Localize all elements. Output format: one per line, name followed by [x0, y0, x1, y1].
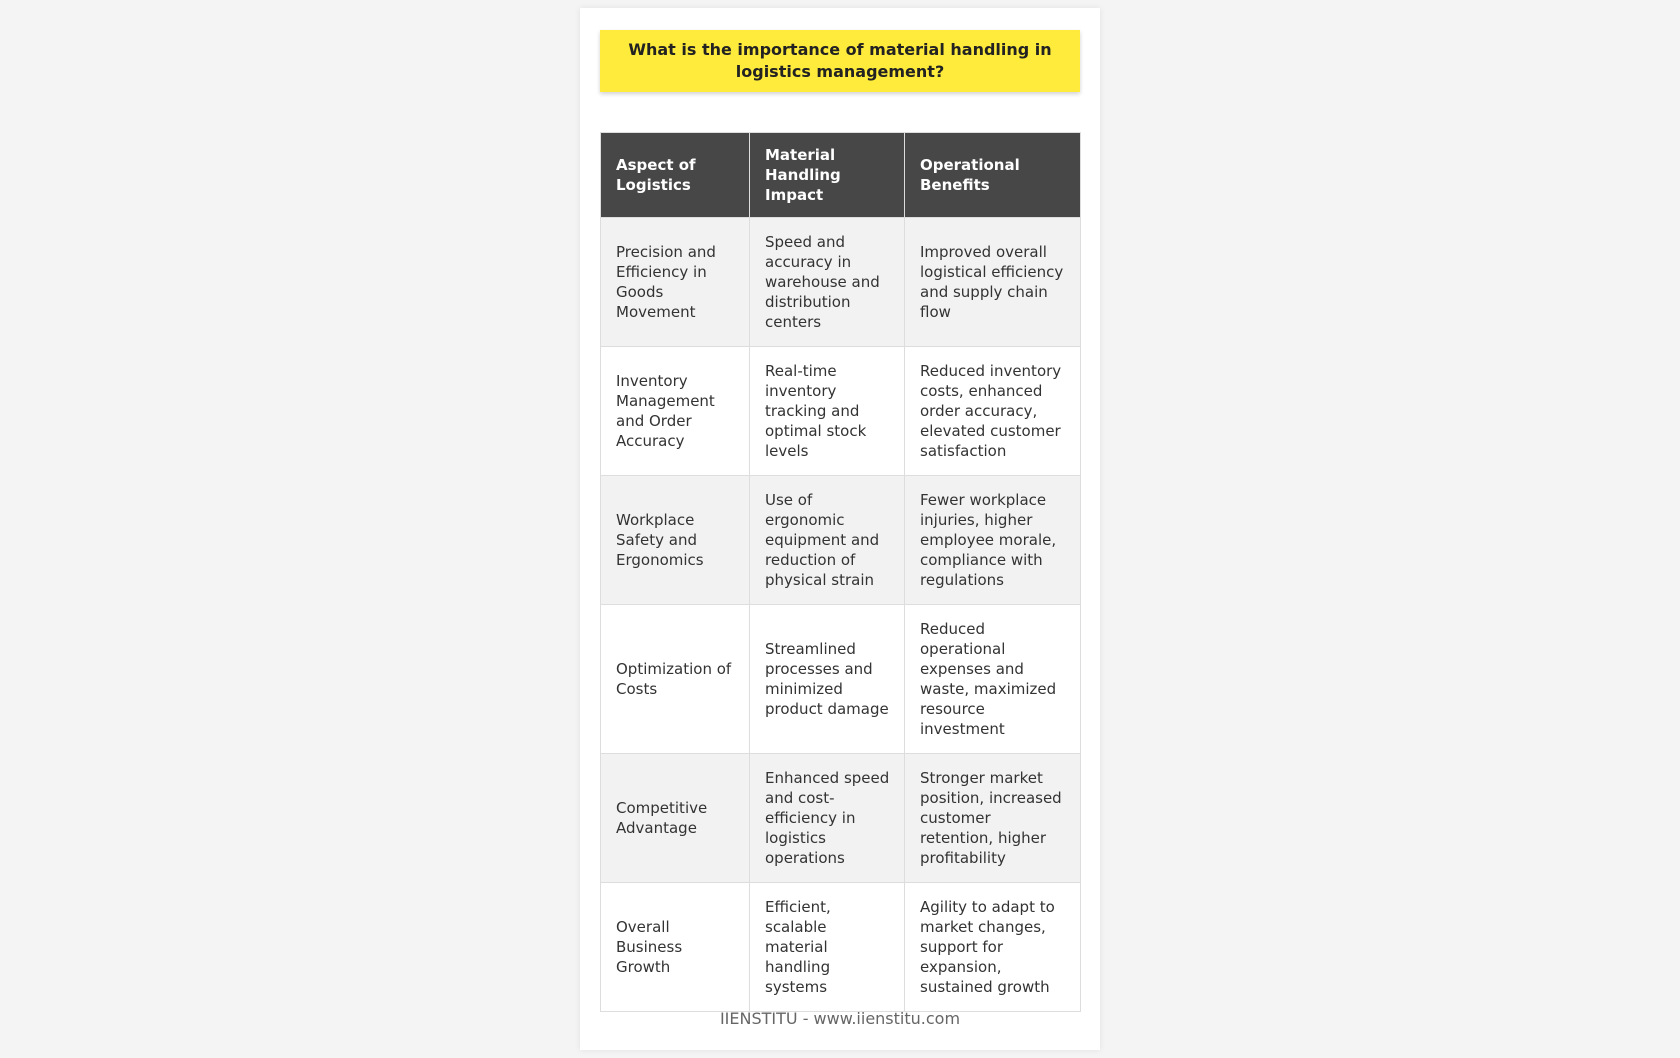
- table-row: [601, 883, 1081, 1012]
- table-header-row: [601, 133, 1081, 218]
- header-impact: Material Handling Impact: [750, 133, 905, 218]
- cell-impact: Streamlined processes and minimized product damage: [750, 605, 905, 754]
- table-row: [601, 218, 1081, 347]
- table-row: [601, 754, 1081, 883]
- header-benefits: Operational Benefits: [905, 133, 1081, 218]
- table-row: [601, 476, 1081, 605]
- cell-benefits: Reduced inventory costs, enhanced order accuracy, elevated customer satisfaction: [905, 347, 1081, 476]
- cell-impact: Enhanced speed and cost-efficiency in logistics operations: [750, 754, 905, 883]
- table-row: [601, 347, 1081, 476]
- cell-benefits: Agility to adapt to market changes, support for expansion, sustained growth: [905, 883, 1081, 1012]
- cell-aspect: Optimization of Costs: [601, 605, 750, 754]
- cell-impact: Efficient, scalable material handling systems: [750, 883, 905, 1012]
- page-title: What is the importance of material handling in logistics management?: [600, 30, 1080, 92]
- cell-benefits: Reduced operational expenses and waste, maximized resource investment: [905, 605, 1081, 754]
- cell-impact: Use of ergonomic equipment and reduction of physical strain: [750, 476, 905, 605]
- cell-aspect: Overall Business Growth: [601, 883, 750, 1012]
- cell-aspect: Competitive Advantage: [601, 754, 750, 883]
- cell-impact: Speed and accuracy in warehouse and distribution centers: [750, 218, 905, 347]
- cell-impact: Real-time inventory tracking and optimal stock levels: [750, 347, 905, 476]
- cell-benefits: Stronger market position, increased customer retention, higher profitability: [905, 754, 1081, 883]
- content-card: [580, 8, 1100, 1050]
- cell-benefits: Fewer workplace injuries, higher employee morale, compliance with regulations: [905, 476, 1081, 605]
- cell-aspect: Inventory Management and Order Accuracy: [601, 347, 750, 476]
- cell-aspect: Workplace Safety and Ergonomics: [601, 476, 750, 605]
- cell-aspect: Precision and Efficiency in Goods Movement: [601, 218, 750, 347]
- table-row: [601, 605, 1081, 754]
- footer-credit: IIENSTITU - www.iienstitu.com: [719, 1009, 961, 1028]
- cell-benefits: Improved overall logistical efficiency and supply chain flow: [905, 218, 1081, 347]
- header-aspect: Aspect of Logistics: [601, 133, 750, 218]
- logistics-table: [600, 132, 1081, 1012]
